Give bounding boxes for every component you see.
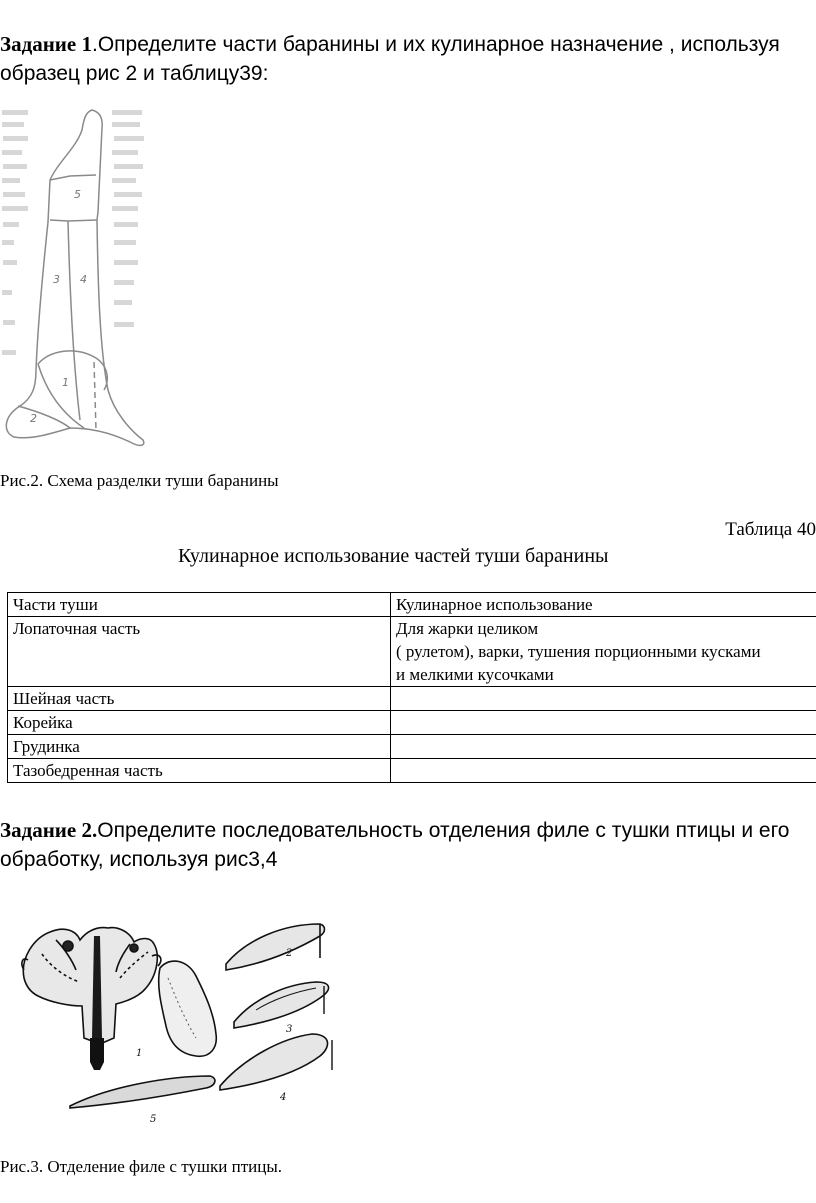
stage-number-2: 2 bbox=[286, 948, 293, 959]
stage-number-5: 5 bbox=[150, 1114, 157, 1125]
fillet-stage-2-illustration bbox=[226, 924, 325, 970]
usage-line: ( рулетом), варки, тушения порционными кусками bbox=[396, 642, 761, 661]
part-name: Корейка bbox=[8, 711, 391, 735]
usage-line: и мелкими кусочками bbox=[396, 665, 554, 684]
task1-text-line1: .Определите части баранины и их кулинарное назначение , используя bbox=[91, 33, 780, 56]
task1-line1 bbox=[0, 29, 780, 60]
usage-cell[interactable] bbox=[391, 759, 816, 783]
table-title: Кулинарное использование частей туши баранины bbox=[178, 545, 609, 567]
part-name: Лопаточная часть bbox=[8, 617, 391, 687]
part-number-2: 2 bbox=[30, 412, 37, 425]
bird-carcass-illustration bbox=[22, 928, 161, 1044]
part-name: Тазобедренная часть bbox=[8, 759, 391, 783]
table-row bbox=[8, 735, 816, 759]
culinary-usage-table bbox=[7, 592, 816, 783]
task2-line2 bbox=[0, 845, 277, 875]
table-row bbox=[8, 759, 816, 783]
part-name: Шейная часть bbox=[8, 687, 391, 711]
usage-cell[interactable] bbox=[391, 735, 816, 759]
header-usage: Кулинарное использование bbox=[391, 593, 816, 617]
usage-line: Для жарки целиком bbox=[396, 619, 539, 638]
table-row bbox=[8, 617, 816, 687]
table-row bbox=[8, 687, 816, 711]
usage-cell[interactable] bbox=[391, 711, 816, 735]
poultry-fillet-diagram bbox=[20, 918, 340, 1133]
task1-label: Задание 1 bbox=[0, 32, 92, 56]
stage-number-1: 1 bbox=[136, 1048, 143, 1059]
figure3-caption: Рис.3. Отделение филе с тушки птицы. bbox=[0, 1157, 283, 1176]
stage-number-4: 4 bbox=[280, 1092, 287, 1103]
table-row bbox=[8, 711, 816, 735]
stage-number-3: 3 bbox=[286, 1024, 293, 1035]
fillet-stage-4-illustration bbox=[220, 1034, 328, 1090]
carcass-outline bbox=[6, 110, 144, 445]
table-number: Таблица 40 bbox=[725, 519, 816, 540]
lamb-cutting-diagram bbox=[0, 100, 160, 455]
fillet-stage-3-illustration bbox=[234, 982, 329, 1028]
task2-line1 bbox=[0, 815, 789, 846]
figure2-caption: Рис.2. Схема разделки туши баранины bbox=[0, 471, 279, 490]
fillet-piece-illustration bbox=[159, 961, 217, 1056]
fillet-stage-5-illustration bbox=[70, 1076, 215, 1108]
task2-label: Задание 2. bbox=[0, 818, 98, 842]
header-parts: Части туши bbox=[8, 593, 391, 617]
part-name: Грудинка bbox=[8, 735, 391, 759]
part-number-1: 1 bbox=[62, 376, 69, 389]
part-number-5: 5 bbox=[74, 188, 81, 201]
usage-cell[interactable] bbox=[391, 687, 816, 711]
table-header-row bbox=[8, 593, 816, 617]
part-number-3: 3 bbox=[53, 273, 60, 286]
part-number-4: 4 bbox=[80, 273, 87, 286]
task2-text-line2: обработку, используя рис3,4 bbox=[0, 848, 278, 871]
usage-cell bbox=[391, 617, 816, 687]
task1-line2 bbox=[0, 59, 268, 89]
task1-text-line2: образец рис 2 и таблицу39: bbox=[0, 62, 269, 85]
task2-text-line1: Определите последовательность отделения филе с тушки птицы и его bbox=[97, 819, 790, 842]
